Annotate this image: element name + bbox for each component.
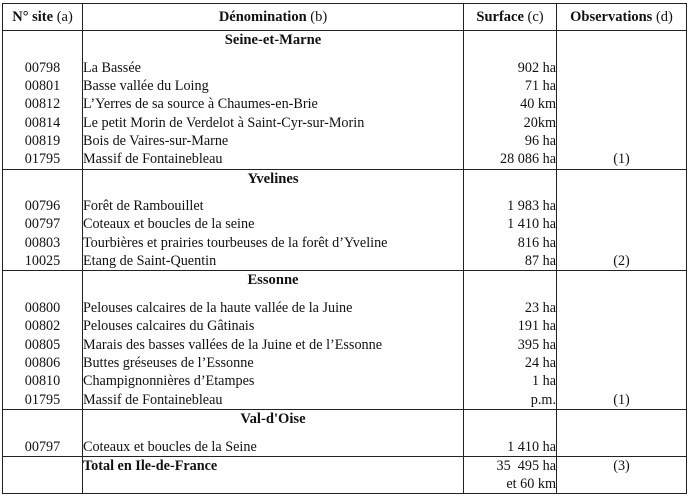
section-obs-cell	[557, 169, 687, 197]
site-observation	[557, 215, 687, 233]
total-surface-ha: 35 495 ha	[496, 458, 556, 474]
site-surface: 71 ha	[464, 77, 557, 95]
site-observation: (1)	[557, 150, 687, 169]
section-site-cell	[3, 169, 83, 197]
site-number: 00802	[3, 317, 83, 335]
site-name: Marais des basses vallées de la Juine et de l’Essonne	[83, 336, 464, 354]
table-row	[3, 59, 687, 77]
table-row	[3, 299, 687, 317]
table-row	[3, 252, 687, 271]
total-row	[3, 457, 687, 494]
site-surface: p.m.	[464, 391, 557, 410]
site-observation	[557, 354, 687, 372]
section-surface-cell	[464, 410, 557, 438]
site-name: Buttes gréseuses de l’Essonne	[83, 354, 464, 372]
site-name: Le petit Morin de Verdelot à Saint-Cyr-sur-Morin	[83, 114, 464, 132]
site-observation	[557, 372, 687, 390]
site-observation	[557, 234, 687, 252]
header-surface-label: Surface	[476, 9, 524, 25]
site-number: 00812	[3, 95, 83, 113]
site-number: 00819	[3, 132, 83, 150]
site-surface: 28 086 ha	[464, 150, 557, 169]
site-observation	[557, 132, 687, 150]
section-surface-cell	[464, 169, 557, 197]
table-row	[3, 354, 687, 372]
site-number: 00805	[3, 336, 83, 354]
section-surface-cell	[464, 31, 557, 59]
site-surface: 23 ha	[464, 299, 557, 317]
section-title: Val-d'Oise	[83, 410, 464, 438]
table-row	[3, 317, 687, 335]
site-name: Coteaux et boucles de la seine	[83, 215, 464, 233]
table-row	[3, 336, 687, 354]
site-surface: 87 ha	[464, 252, 557, 271]
table-row	[3, 132, 687, 150]
header-denomination	[83, 4, 464, 31]
header-site	[3, 4, 83, 31]
site-number: 00801	[3, 77, 83, 95]
header-observations	[557, 4, 687, 31]
protected-sites-table	[2, 3, 687, 494]
site-name: L’Yerres de sa source à Chaumes-en-Brie	[83, 95, 464, 113]
header-observations-note: (d)	[655, 9, 673, 25]
section-title-row	[3, 31, 687, 59]
table-row	[3, 215, 687, 233]
site-number: 00810	[3, 372, 83, 390]
header-site-label: N° site	[12, 9, 54, 25]
table-row	[3, 150, 687, 169]
site-observation	[557, 114, 687, 132]
section-site-cell	[3, 271, 83, 299]
header-denomination-note: (b)	[310, 9, 328, 25]
header-site-note: (a)	[56, 9, 73, 25]
site-number: 00800	[3, 299, 83, 317]
site-name: La Bassée	[83, 59, 464, 77]
site-surface: 40 km	[464, 95, 557, 113]
header-denomination-label: Dénomination	[218, 9, 307, 25]
site-observation	[557, 95, 687, 113]
site-surface: 1 ha	[464, 372, 557, 390]
site-number: 00797	[3, 438, 83, 457]
site-observation	[557, 299, 687, 317]
table-row	[3, 114, 687, 132]
header-surface	[464, 4, 557, 31]
site-observation: (2)	[557, 252, 687, 271]
site-number: 00796	[3, 197, 83, 215]
site-name: Pelouses calcaires de la haute vallée de la Juine	[83, 299, 464, 317]
section-obs-cell	[557, 410, 687, 438]
site-observation	[557, 77, 687, 95]
section-title-row	[3, 169, 687, 197]
site-observation: (1)	[557, 391, 687, 410]
table-row	[3, 372, 687, 390]
site-number: 00798	[3, 59, 83, 77]
site-name: Forêt de Rambouillet	[83, 197, 464, 215]
site-name: Massif de Fontainebleau	[83, 391, 464, 410]
site-surface: 395 ha	[464, 336, 557, 354]
site-name: Bois de Vaires-sur-Marne	[83, 132, 464, 150]
section-surface-cell	[464, 271, 557, 299]
total-label: Total en Ile-de-France	[83, 457, 464, 494]
site-number: 00814	[3, 114, 83, 132]
table-row	[3, 391, 687, 410]
site-surface: 1 410 ha	[464, 215, 557, 233]
site-surface: 96 ha	[464, 132, 557, 150]
site-surface: 902 ha	[464, 59, 557, 77]
total-observation: (3)	[557, 457, 687, 494]
site-number: 00803	[3, 234, 83, 252]
section-title-row	[3, 271, 687, 299]
table-header-row	[3, 4, 687, 31]
header-observations-label: Observations	[570, 9, 653, 25]
site-number: 00797	[3, 215, 83, 233]
site-observation	[557, 438, 687, 457]
site-number: 00806	[3, 354, 83, 372]
total-site-cell	[3, 457, 83, 494]
site-number: 01795	[3, 150, 83, 169]
table-row	[3, 197, 687, 215]
table-row	[3, 438, 687, 457]
total-surface	[464, 457, 557, 494]
site-number: 01795	[3, 391, 83, 410]
site-surface: 24 ha	[464, 354, 557, 372]
site-name: Etang de Saint-Quentin	[83, 252, 464, 271]
site-surface: 1 983 ha	[464, 197, 557, 215]
section-title-row	[3, 410, 687, 438]
site-name: Champignonnières d’Etampes	[83, 372, 464, 390]
table-row	[3, 95, 687, 113]
site-name: Massif de Fontainebleau	[83, 150, 464, 169]
site-name: Coteaux et boucles de la Seine	[83, 438, 464, 457]
site-surface: 191 ha	[464, 317, 557, 335]
site-observation	[557, 317, 687, 335]
site-name: Basse vallée du Loing	[83, 77, 464, 95]
section-obs-cell	[557, 31, 687, 59]
site-observation	[557, 59, 687, 77]
table-row	[3, 77, 687, 95]
section-title: Yvelines	[83, 169, 464, 197]
site-surface: 1 410 ha	[464, 438, 557, 457]
section-site-cell	[3, 31, 83, 59]
site-name: Tourbières et prairies tourbeuses de la forêt d’Yveline	[83, 234, 464, 252]
site-name: Pelouses calcaires du Gâtinais	[83, 317, 464, 335]
site-surface: 816 ha	[464, 234, 557, 252]
section-title: Seine-et-Marne	[83, 31, 464, 59]
total-surface-km: et 60 km	[506, 476, 556, 492]
site-number: 10025	[3, 252, 83, 271]
table-row	[3, 234, 687, 252]
section-obs-cell	[557, 271, 687, 299]
site-surface: 20km	[464, 114, 557, 132]
header-surface-note: (c)	[527, 9, 544, 25]
site-observation	[557, 197, 687, 215]
section-site-cell	[3, 410, 83, 438]
table-body	[3, 31, 687, 457]
site-observation	[557, 336, 687, 354]
section-title: Essonne	[83, 271, 464, 299]
